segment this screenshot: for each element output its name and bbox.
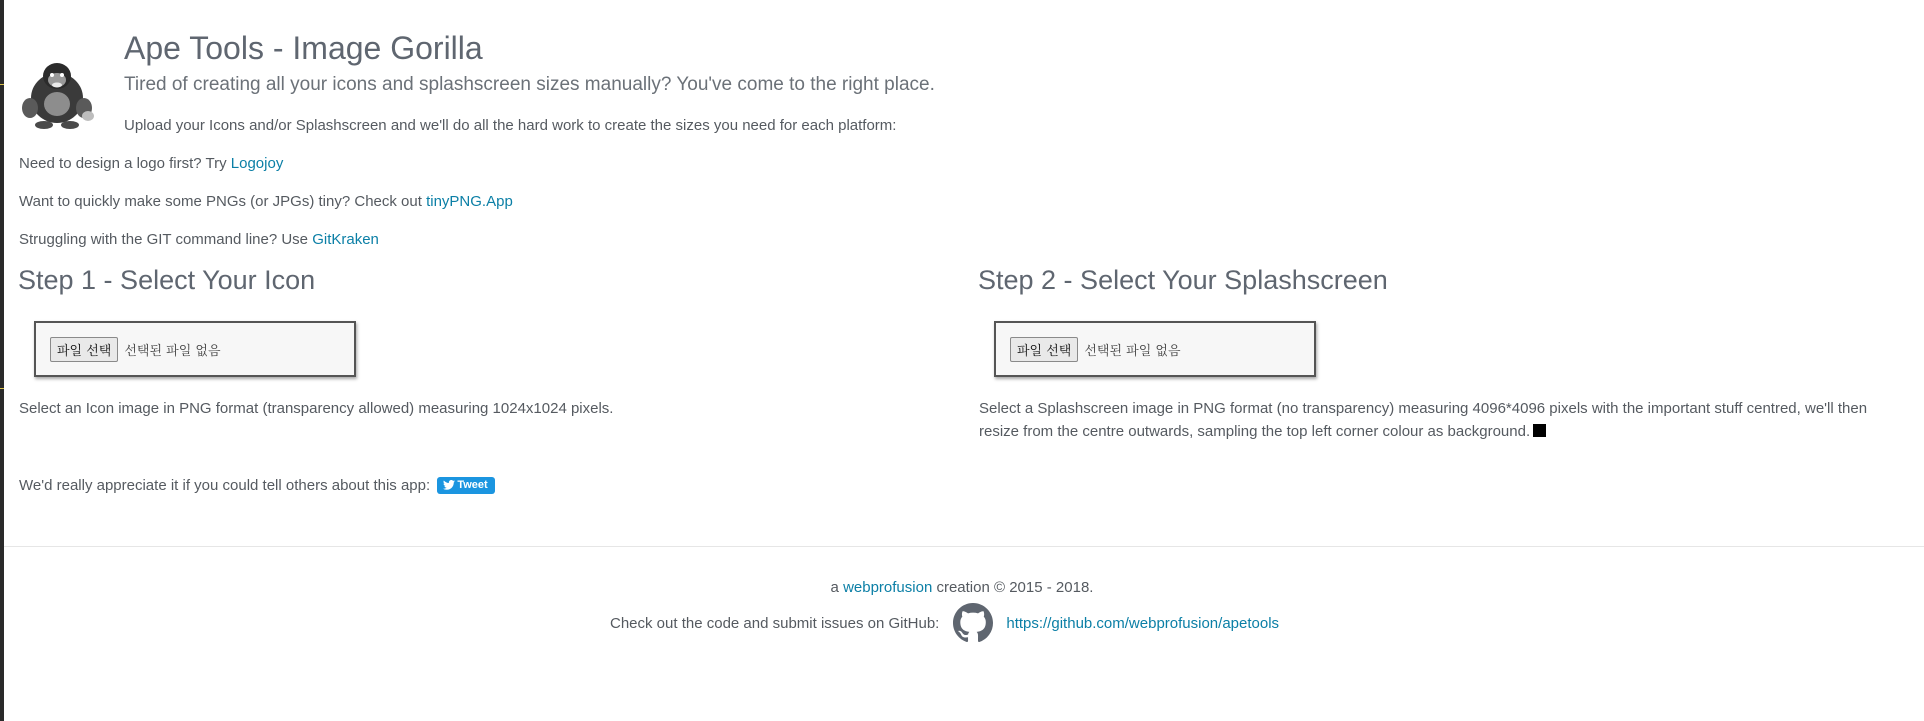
share-row bbox=[19, 477, 495, 494]
promo-gitkraken bbox=[19, 231, 379, 248]
window-edge bbox=[0, 0, 4, 721]
splash-file-input[interactable] bbox=[994, 321, 1316, 377]
promo-text: Struggling with the GIT command line? Use bbox=[19, 231, 313, 248]
github-text: Check out the code and submit issues on GitHub: bbox=[610, 614, 940, 632]
promo-text: Want to quickly make some PNGs (or JPGs) tiny? Check out bbox=[19, 193, 427, 210]
step1-title: Step 1 - Select Your Icon bbox=[18, 265, 316, 295]
tweet-button[interactable] bbox=[437, 477, 494, 494]
page-title: Ape Tools - Image Gorilla bbox=[124, 30, 483, 66]
edge-mark bbox=[0, 84, 4, 85]
tinypng-link[interactable]: tinyPNG.App bbox=[426, 193, 513, 210]
icon-description: Select an Icon image in PNG format (transparency allowed) measuring 1024x1024 pixels. bbox=[19, 400, 614, 417]
step2-title: Step 2 - Select Your Splashscreen bbox=[978, 265, 1388, 295]
logojoy-link[interactable]: Logojoy bbox=[230, 155, 284, 172]
icon-choose-file-button[interactable]: 파일 선택 bbox=[50, 337, 118, 362]
tweet-label: Tweet bbox=[457, 479, 488, 491]
upload-instructions: Upload your Icons and/or Splashscreen and we'll do all the hard work to create the sizes you need for each platform: bbox=[124, 117, 897, 134]
webprofusion-link[interactable]: webprofusion bbox=[843, 579, 933, 596]
footer-divider bbox=[4, 546, 1924, 547]
github-repo-link[interactable]: https://github.com/webprofusion/apetools bbox=[1006, 614, 1280, 632]
icon-file-input[interactable] bbox=[34, 321, 356, 377]
splash-choose-file-button[interactable]: 파일 선택 bbox=[1010, 337, 1078, 362]
footer-credit bbox=[0, 579, 1924, 596]
footer-github bbox=[610, 603, 1279, 643]
gorilla-logo-icon bbox=[18, 58, 96, 130]
promo-text: Need to design a logo first? Try bbox=[19, 155, 231, 172]
splash-description bbox=[979, 397, 1884, 443]
footer-prefix: a bbox=[830, 579, 844, 596]
share-text: We'd really appreciate it if you could tell others about this app: bbox=[19, 477, 431, 494]
splash-no-file-label: 선택된 파일 없음 bbox=[1084, 343, 1181, 359]
promo-logojoy bbox=[19, 155, 283, 172]
background-colour-swatch bbox=[1533, 424, 1546, 437]
gitkraken-link[interactable]: GitKraken bbox=[312, 231, 379, 248]
footer-suffix: creation © 2015 - 2018. bbox=[932, 579, 1094, 596]
icon-no-file-label: 선택된 파일 없음 bbox=[124, 343, 221, 359]
twitter-bird-icon bbox=[443, 480, 455, 490]
promo-tinypng bbox=[19, 193, 513, 210]
splash-description-text: Select a Splashscreen image in PNG format (no transparency) measuring 4096*4096 pixels with the important stuff centred, we'll then resize from the centre outwards, sampling the top left corner colour as background. bbox=[979, 400, 1868, 440]
edge-mark bbox=[0, 388, 4, 389]
page-subtitle: Tired of creating all your icons and splashscreen sizes manually? You've come to the right place. bbox=[124, 74, 935, 95]
github-octocat-icon[interactable] bbox=[953, 603, 993, 643]
